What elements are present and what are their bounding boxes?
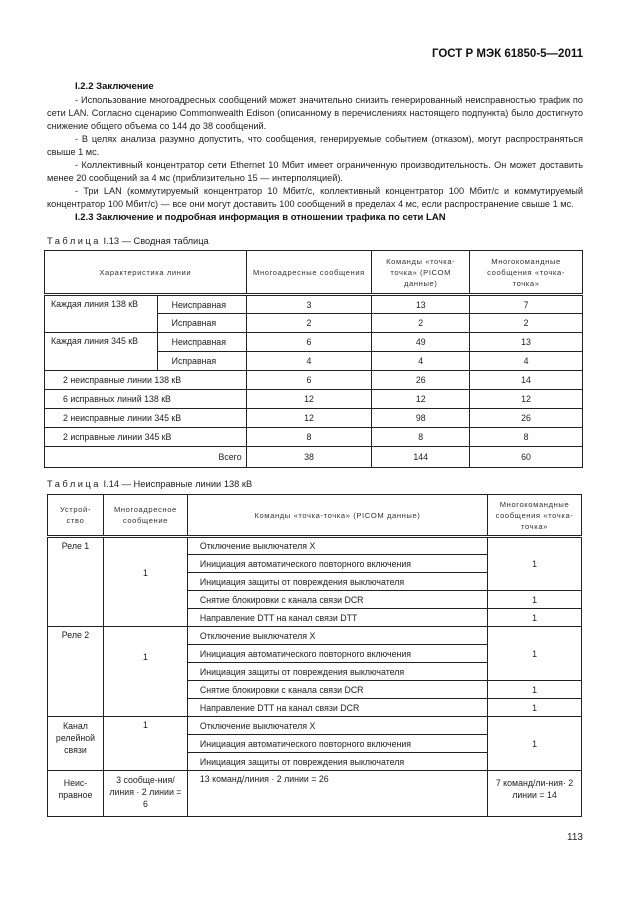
group-label: Каждая линия 138 кВ bbox=[45, 295, 158, 333]
col-header-line: Характеристика линии bbox=[45, 251, 247, 295]
col-header-device: Устрой-ство bbox=[48, 495, 104, 537]
paragraph: - Коллективный концентратор сети Ethernet 10 Мбит имеет ограниченную производительность. Он может доставить менее 20 сообщений за 4 мс (приблизительно 15 — интерполяцией). bbox=[47, 160, 583, 183]
group-label: Каждая линия 345 кВ bbox=[45, 333, 158, 371]
table-row: 2 исправные линии 345 кВ 8 8 8 bbox=[45, 428, 583, 447]
paragraph: - Использование многоадресных сообщений может значительно снизить генерированный неисправностью трафик по сети LAN. Согласно сценарию Commonwealth Edison (описанному в перечислениях настоящего подпункта) было достигнуто снижение общего объема со 144 до 38 сообщений. bbox=[47, 95, 583, 131]
paragraph: - В целях анализа разумно допустить, что сообщения, генерируемые событием (отказом), могут распространяться свыше 1 мс. bbox=[47, 134, 583, 157]
page-number: 113 bbox=[567, 832, 583, 843]
table-caption-i13: Таблица I.13 — Сводная таблица bbox=[47, 236, 209, 246]
table-row: Реле 1 1 Отключение выключателя X 1 bbox=[48, 537, 582, 555]
device-cell: Канал релейной связи bbox=[48, 717, 104, 771]
faulty-summary-row: Неис-правное 3 сообще-ния/линия · 2 линии = 6 13 команд/линия · 2 линии = 26 7 команд/ли-ния· 2 линии = 14 bbox=[48, 771, 582, 817]
table-caption-i14: Таблица I.14 — Неисправные линии 138 кВ bbox=[47, 479, 253, 489]
device-cell: Реле 1 bbox=[48, 537, 104, 627]
device-cell: Реле 2 bbox=[48, 627, 104, 717]
table-row: 2 неисправные линии 345 кВ 12 98 26 bbox=[45, 409, 583, 428]
table-row: Реле 2 1 Отключение выключателя X 1 bbox=[48, 627, 582, 645]
paragraph: - Три LAN (коммутируемый концентратор 10 Мбит/с, коллективный концентратор 100 Мбит/с и коммутируемый концентратор 100 Мбит/с) — все они могут доставить 100 сообщений в пределах 4 мс, если распространение свыше 1 мс. bbox=[47, 186, 583, 209]
col-header-multicast: Многоадресное сообщение bbox=[103, 495, 187, 537]
col-header-p2p: Команды «точка-точка» (PICOM данные) bbox=[372, 251, 470, 295]
summary-table bbox=[44, 250, 583, 468]
table-row: Каждая линия 138 кВ Неисправная 3 13 7 bbox=[45, 295, 583, 314]
table-row: 6 исправных линий 138 кВ 12 12 12 bbox=[45, 390, 583, 409]
table-row: 2 неисправные линии 138 кВ 6 26 14 bbox=[45, 371, 583, 390]
table-row: Исправная 4 4 4 bbox=[45, 352, 583, 371]
col-header-multicast: Многоадресные сообщения bbox=[246, 251, 372, 295]
col-header-p2p: Команды «точка-точка» (PICOM данные) bbox=[187, 495, 487, 537]
section-heading-i22: I.2.2 Заключение bbox=[75, 81, 154, 92]
col-header-multicmd: Многокомандные сообщения «точка-точка» bbox=[488, 495, 582, 537]
faulty-lines-table: Устрой-ство Многоадресное сообщение Команды «точка-точка» (PICOM данные) Многокомандные сообщения «точка-точка» Реле 1 1 Отключение выключателя X 1 Инициация автоматического повторного включения Инициация защиты от повреждения выключателя Снятие блокировки с канала связи DCR 1 Направление DTT на канал связи DTT 1 Реле 2 1 Отключение выключателя X 1 Инициация автоматического повторного включения Инициация защиты от повреждения выключателя Снятие блокировки с канала связи DCR 1 Направление DTT на канал связи DCR 1 Канал релейной связи 1 Отключение выключателя X 1 Инициация автоматического повторного включения Инициация защиты от повреждения выключателя Неис-правное 3 сообще-ния/линия · 2 линии = 6 13 команд/линия · 2 линии = 26 7 команд/ли-ния· 2 линии = 14 bbox=[47, 494, 582, 817]
total-row: Всего 38 144 60 bbox=[45, 447, 583, 468]
col-header-multicmd: Многокомандные сообщения «точка-точка» bbox=[470, 251, 583, 295]
section-heading-i23: I.2.3 Заключение и подробная информация в отношении трафика по сети LAN bbox=[75, 212, 446, 223]
table-row: Каждая линия 345 кВ Неисправная 6 49 13 bbox=[45, 333, 583, 352]
document-id-header: ГОСТ Р МЭК 61850-5—2011 bbox=[431, 48, 583, 60]
table-row: Канал релейной связи 1 Отключение выключателя X 1 bbox=[48, 717, 582, 735]
table-row: Исправная 2 2 2 bbox=[45, 314, 583, 333]
section-body bbox=[47, 80, 583, 225]
